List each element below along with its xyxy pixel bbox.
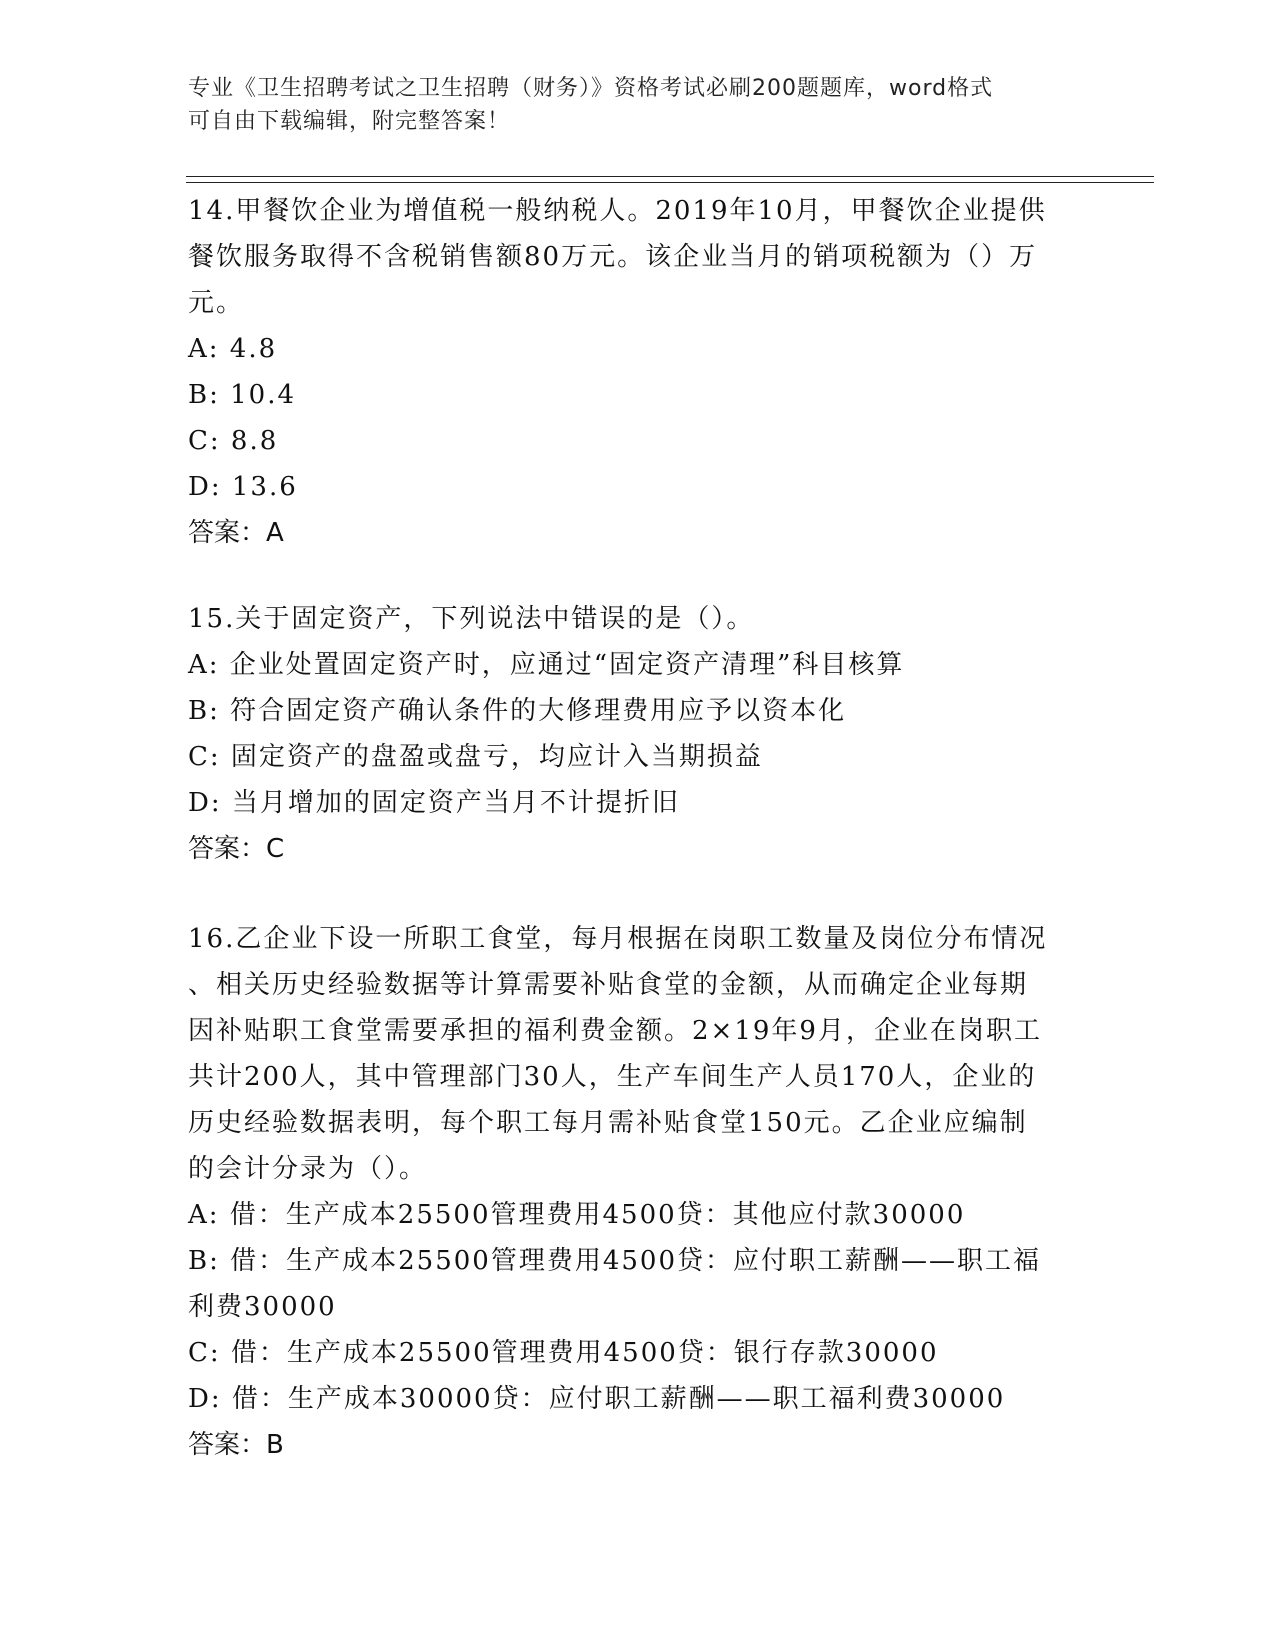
- question-stem-line: 的会计分录为（）。: [188, 1154, 428, 1184]
- header-line-2: 可自由下载编辑，附完整答案！: [188, 109, 511, 134]
- option-b-continued: 利费30000: [188, 1292, 337, 1322]
- question-stem-line: 16.乙企业下设一所职工食堂，每月根据在岗职工数量及岗位分布情况: [188, 924, 1048, 954]
- option-d: D: 13.6: [188, 472, 298, 502]
- option-b: B: 符合固定资产确认条件的大修理费用应予以资本化: [188, 696, 847, 726]
- question-stem-line: 15.关于固定资产，下列说法中错误的是（）。: [188, 604, 755, 634]
- answer-label: 答案：C: [188, 834, 285, 864]
- option-b: B: 借：生产成本25500管理费用4500贷：应付职工薪酬——职工福: [188, 1246, 1042, 1276]
- question-stem-line: 共计200人，其中管理部门30人，生产车间生产人员170人，企业的: [188, 1062, 1037, 1092]
- option-a: A: 4.8: [188, 334, 278, 364]
- question-15: [188, 596, 1088, 872]
- question-14: [188, 188, 1088, 556]
- answer-label: 答案：A: [188, 518, 284, 548]
- option-a: A: 企业处置固定资产时，应通过“固定资产清理”科目核算: [188, 650, 905, 680]
- option-d: D: 当月增加的固定资产当月不计提折旧: [188, 788, 680, 818]
- question-stem-line: 、相关历史经验数据等计算需要补贴食堂的金额，从而确定企业每期: [188, 970, 1029, 1000]
- header-divider-bottom: [186, 182, 1154, 183]
- option-c: C: 借：生产成本25500管理费用4500贷：银行存款30000: [188, 1338, 939, 1368]
- option-b: B: 10.4: [188, 380, 297, 410]
- question-stem-line: 因补贴职工食堂需要承担的福利费金额。2×19年9月，企业在岗职工: [188, 1016, 1042, 1046]
- question-stem-line: 14.甲餐饮企业为增值税一般纳税人。2019年10月，甲餐饮企业提供: [188, 196, 1047, 226]
- question-stem-line: 餐饮服务取得不含税销售额80万元。该企业当月的销项税额为（）万: [188, 242, 1038, 272]
- option-a: A: 借：生产成本25500管理费用4500贷：其他应付款30000: [188, 1200, 966, 1230]
- question-stem-line: 元。: [188, 288, 245, 318]
- answer-label: 答案：B: [188, 1430, 284, 1460]
- option-d: D: 借：生产成本30000贷：应付职工薪酬——职工福利费30000: [188, 1384, 1006, 1414]
- header-line-1: 专业《卫生招聘考试之卫生招聘（财务）》资格考试必刷200题题库，word格式: [188, 76, 994, 101]
- option-c: C: 8.8: [188, 426, 279, 456]
- question-stem-line: 历史经验数据表明，每个职工每月需补贴食堂150元。乙企业应编制: [188, 1108, 1028, 1138]
- header-divider-top: [186, 176, 1154, 177]
- option-c: C: 固定资产的盘盈或盘亏，均应计入当期损益: [188, 742, 763, 772]
- question-16: [188, 916, 1088, 1468]
- document-header: [188, 72, 1068, 138]
